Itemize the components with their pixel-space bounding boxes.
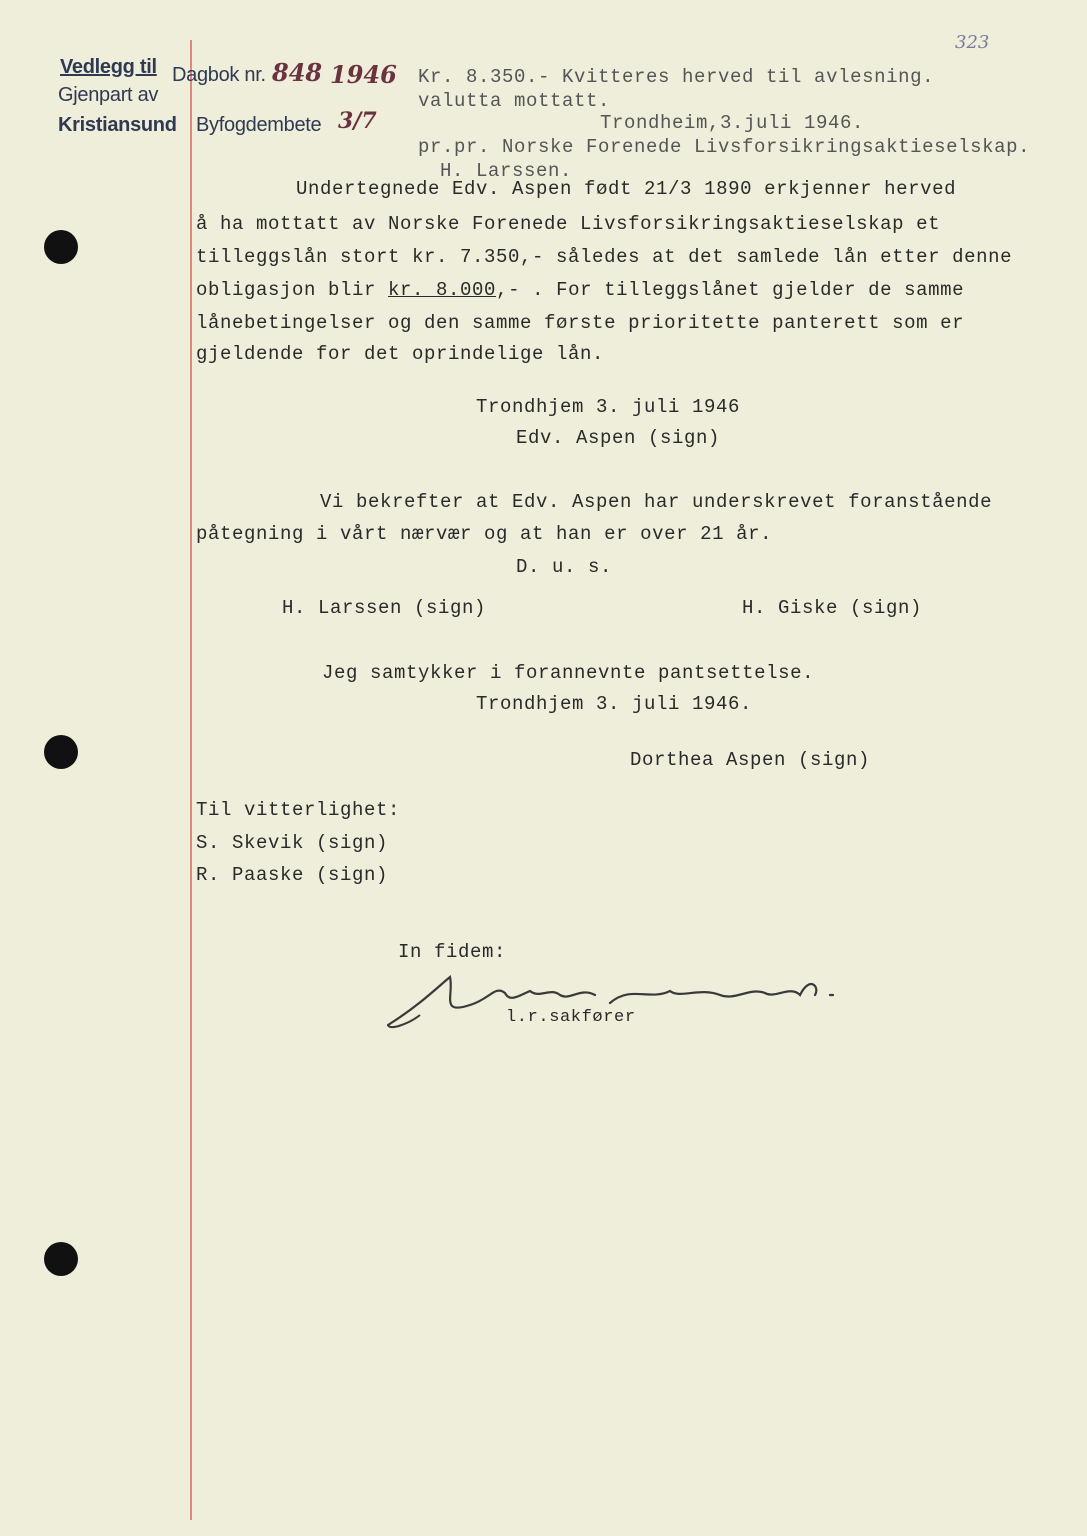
stamp-vedlegg: Vedlegg til	[60, 56, 157, 78]
stamp-kristiansund: Kristiansund	[58, 114, 177, 136]
receipt-line-2: valutta mottatt.	[418, 90, 611, 112]
punch-hole-middle	[44, 735, 78, 769]
attest-2: R. Paaske (sign)	[196, 864, 389, 886]
consent-line: Jeg samtykker i forannevnte pantsettelse.	[322, 662, 815, 684]
punch-hole-top	[44, 230, 78, 264]
punch-hole-bottom	[44, 1242, 78, 1276]
attest-heading: Til vitterlighet:	[196, 799, 401, 821]
dagbok-year: 1946	[330, 60, 397, 89]
witness-2: H. Giske (sign)	[742, 597, 923, 619]
loan-total: kr. 8.000	[388, 279, 497, 301]
receipt-line-4: pr.pr. Norske Forenede Livsforsikringsaktieselskap.	[418, 136, 1031, 158]
body-line-4a: obligasjon blir	[196, 279, 389, 301]
body-line-3: tilleggslån stort kr. 7.350,- således at det samlede lån etter denne	[196, 246, 1013, 268]
stamp-dagbok-label: Dagbok nr.	[172, 64, 266, 86]
page-number: 323	[955, 32, 990, 53]
receipt-line-3: Trondheim,3.juli 1946.	[600, 112, 865, 134]
stamp-gjenpart: Gjenpart av	[58, 84, 159, 106]
signer-2: Dorthea Aspen (sign)	[630, 749, 871, 771]
witness-1: H. Larssen (sign)	[282, 597, 487, 619]
body-line-4c: ,- . For tilleggslånet gjelder de samme	[496, 279, 965, 301]
body-line-6: gjeldende for det oprindelige lån.	[196, 343, 605, 365]
margin-line	[190, 40, 192, 1520]
in-fidem: In fidem:	[398, 941, 507, 963]
dus: D. u. s.	[516, 556, 613, 578]
attest-1: S. Skevik (sign)	[196, 832, 389, 854]
place-date-1: Trondhjem 3. juli 1946	[476, 396, 741, 418]
body-line-5: lånebetingelser og den samme første prioritette panterett som er	[196, 312, 965, 334]
stamp-office: Byfogdembete	[196, 114, 322, 136]
receipt-line-5: H. Larssen.	[440, 160, 573, 182]
dagbok-number: 848	[272, 58, 323, 87]
body-line-1: Undertegnede Edv. Aspen født 21/3 1890 erkjenner herved	[296, 178, 957, 200]
signer-title: l.r.sakfører	[506, 1008, 636, 1027]
receipt-line-1: Kr. 8.350.- Kvitteres herved til avlesning.	[418, 66, 935, 88]
signer-1: Edv. Aspen (sign)	[516, 427, 721, 449]
confirm-line-2: påtegning i vårt nærvær og at han er over 21 år.	[196, 523, 773, 545]
body-line-4	[196, 279, 964, 301]
place-date-2: Trondhjem 3. juli 1946.	[476, 693, 753, 715]
confirm-line-1: Vi bekrefter at Edv. Aspen har underskrevet foranstående	[320, 491, 993, 513]
body-line-2: å ha mottatt av Norske Forenede Livsforsikringsaktieselskap et	[196, 213, 941, 235]
handwritten-date: 3/7	[338, 108, 377, 134]
